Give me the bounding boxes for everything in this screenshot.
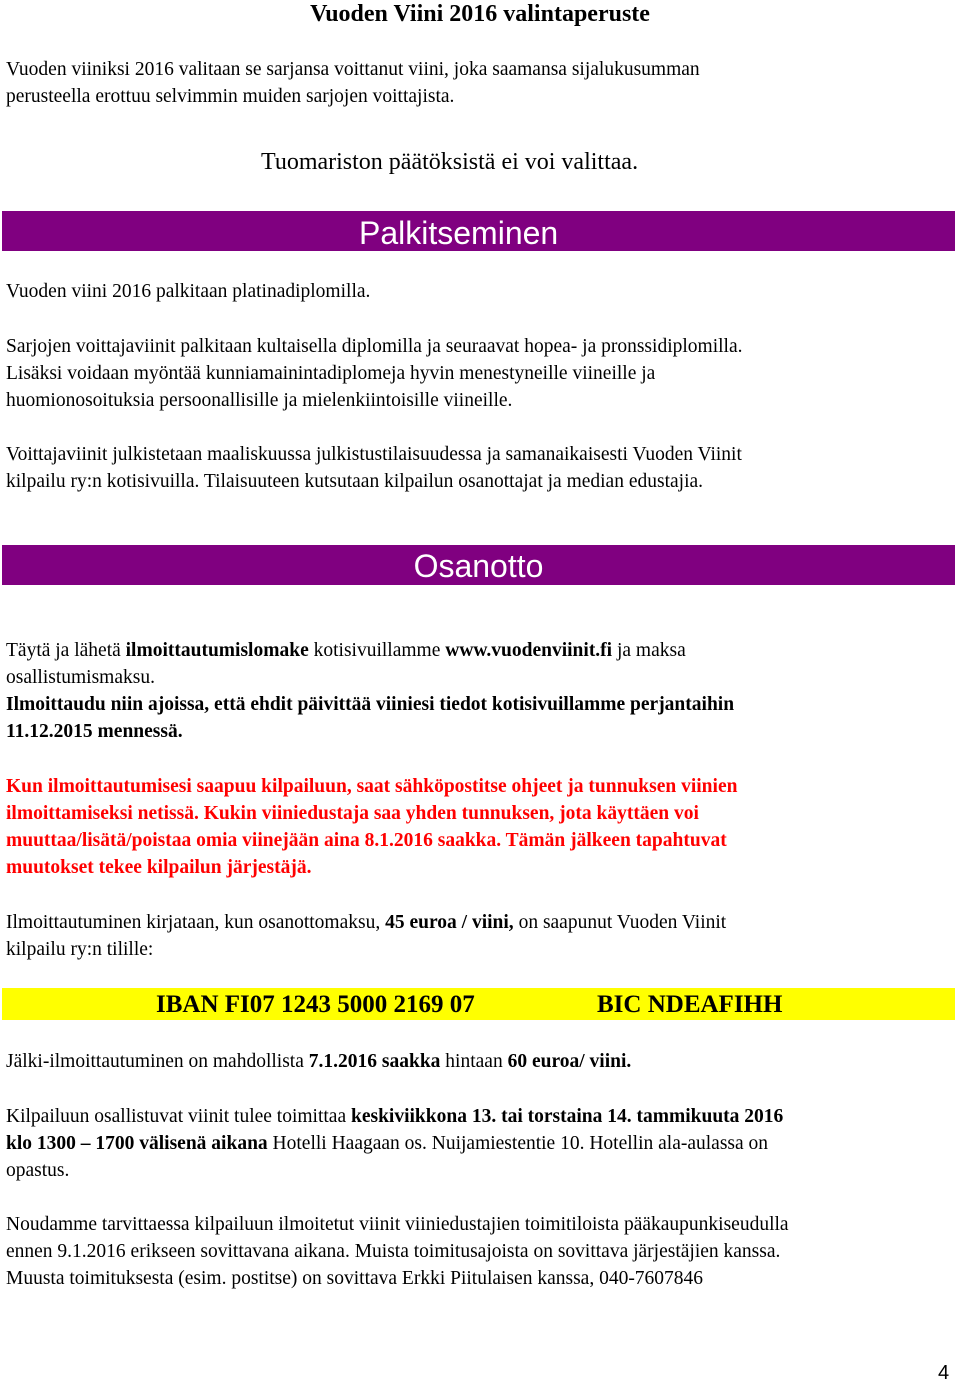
instructions-line-3: muuttaa/lisätä/poistaa omia viinejään aina 8.1.2016 saakka. Tämän jälkeen tapahtuvat: [6, 830, 727, 851]
website-link[interactable]: www.vuodenviinit.fi: [445, 640, 613, 661]
registration-line-2: osallistumismaksu.: [6, 667, 155, 688]
pickup-line-3: Muusta toimituksesta (esim. postitse) on sovittava Erkki Piitulaisen kanssa, 040-7607846: [6, 1268, 704, 1289]
delivery-dates: keskiviikkona 13. tai torstaina 14. tammikuuta 2016: [351, 1106, 784, 1127]
pickup-line-1: Noudamme tarvittaessa kilpailuun ilmoitetut viinit viiniedustajien toimitiloista pääkaupunkiseudulla: [6, 1214, 789, 1235]
bank-details-highlight: [2, 988, 955, 1020]
delivery-line-3: opastus.: [6, 1160, 70, 1181]
pickup-line-2: ennen 9.1.2016 erikseen sovittavana aikana. Muista toimitusajoista on sovittava järjestäjien kanssa.: [6, 1241, 781, 1262]
delivery-time: klo 1300 – 1700 välisenä aikana: [6, 1133, 268, 1154]
award-line-3: huomionosoituksia persoonallisille ja mielenkiintoisille viineille.: [6, 390, 513, 411]
fee-text-a: Ilmoittautuminen kirjataan, kun osanottomaksu,: [6, 912, 386, 933]
intro-line-2: perusteella erottuu selvimmin muiden sarjojen voittajista.: [6, 86, 455, 107]
instructions-line-1: Kun ilmoittautumisesi saapuu kilpailuun, saat sähköpostitse ohjeet ja tunnuksen viinien: [6, 776, 738, 797]
deadline-line-1: Ilmoittaudu niin ajoissa, että ehdit päivittää viiniesi tiedot kotisivuillamme perjantaihin: [6, 694, 735, 715]
jury-note: Tuomariston päätöksistä ei voi valittaa.: [261, 149, 639, 175]
intro-line-1: Vuoden viiniksi 2016 valitaan se sarjansa voittanut viini, joka saamansa sijalukusumman: [6, 59, 700, 80]
platinum-note: Vuoden viini 2016 palkitaan platinadiplomilla.: [6, 281, 371, 302]
page-number: 4: [938, 1362, 950, 1384]
registration-text-c: kotisivuillamme: [308, 640, 446, 661]
palkitseminen-banner: [2, 211, 955, 251]
publish-line-1: Voittajaviinit julkistetaan maaliskuussa julkistustilaisuudessa ja samanaikaisesti Vuoden Viinit: [6, 444, 742, 465]
osanotto-heading: Osanotto: [413, 548, 544, 584]
publish-line-2: kilpailu ry:n kotisivuilla. Tilaisuuteen kutsutaan kilpailun osanottajat ja median edustajia.: [6, 471, 704, 492]
delivery-line-2: [6, 1130, 768, 1157]
registration-text-e: ja maksa: [612, 640, 686, 661]
late-registration: [6, 1048, 631, 1075]
delivery-line-1: [6, 1103, 783, 1130]
osanotto-banner: [2, 545, 955, 585]
palkitseminen-heading: Palkitseminen: [359, 215, 559, 251]
delivery-location: Hotelli Haagaan os. Nuijamiestentie 10. Hotellin ala-aulassa on: [267, 1133, 769, 1154]
late-text-a: Jälki-ilmoittautuminen on mahdollista: [6, 1051, 309, 1072]
late-price: 60 euroa/ viini.: [507, 1051, 632, 1072]
instructions-line-4: muutokset tekee kilpailun järjestäjä.: [6, 857, 312, 878]
fee-text-c: on saapunut Vuoden Viinit: [513, 912, 727, 933]
award-line-2: Lisäksi voidaan myöntää kunniamainintadiplomeja hyvin menestyneille viineille ja: [6, 363, 656, 384]
bic: BIC NDEAFIHH: [597, 991, 783, 1018]
iban: IBAN FI07 1243 5000 2169 07: [156, 991, 475, 1018]
fee-amount: 45 euroa / viini,: [385, 912, 514, 933]
registration-line-1: [6, 637, 686, 664]
page-title: Vuoden Viini 2016 valintaperuste: [310, 1, 650, 27]
deadline-line-2: 11.12.2015 mennessä.: [6, 721, 183, 742]
fee-line-2: kilpailu ry:n tilille:: [6, 939, 154, 960]
registration-text-a: Täytä ja lähetä: [6, 640, 126, 661]
delivery-text-a: Kilpailuun osallistuvat viinit tulee toimittaa: [6, 1106, 351, 1127]
registration-form-link[interactable]: ilmoittautumislomake: [125, 640, 309, 661]
late-date: 7.1.2016 saakka: [308, 1051, 441, 1072]
award-line-1: Sarjojen voittajaviinit palkitaan kultaisella diplomilla ja seuraavat hopea- ja pronssidiplomilla.: [6, 336, 743, 357]
late-text-c: hintaan: [440, 1051, 508, 1072]
fee-line-1: [6, 909, 726, 936]
instructions-line-2: ilmoittamiseksi netissä. Kukin viiniedustaja saa yhden tunnuksen, jota käyttäen voi: [6, 803, 699, 824]
